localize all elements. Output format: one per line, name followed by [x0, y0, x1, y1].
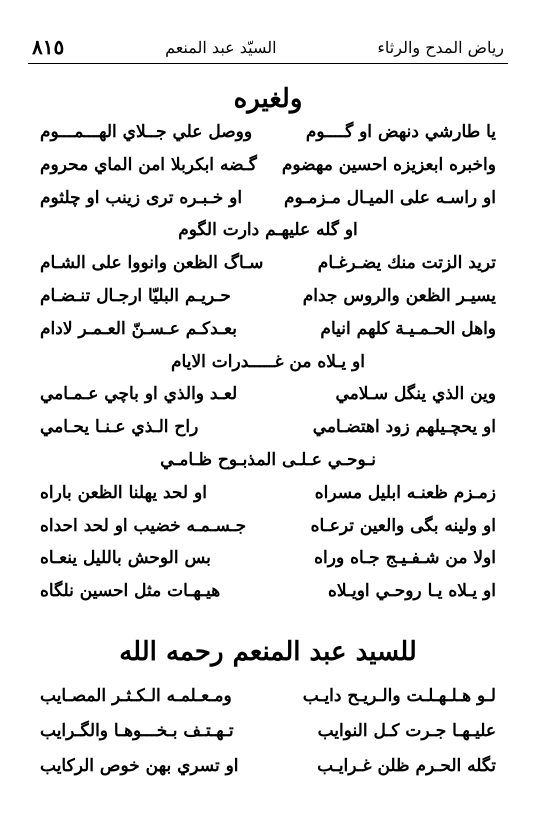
verse-line: [40, 713, 496, 749]
verse-right-hemistich: اولا من شـفـيـج جـاه وراه: [314, 548, 496, 569]
verse-right-hemistich: واخبره ابعزيزه احسين مهضوم: [281, 154, 496, 175]
verse-left-hemistich: تـهـتـف بـخـــوهـا والگـرايب: [40, 721, 234, 741]
verse-line-centered: [0, 344, 536, 380]
verse-left-hemistich: هيـهـات مثل احسين نلگاه: [40, 581, 221, 602]
verse-right-hemistich: او يحچـيلهم زود اهتضـامي: [312, 417, 496, 438]
verse-line-centered: [0, 212, 536, 248]
verse-left-hemistich: لعـد والذي او باچي عـمـامي: [40, 384, 238, 405]
verse-right-hemistich: لـو هـلـهـلـت والـريـح دايـب: [302, 686, 496, 706]
header-divider: [28, 63, 508, 64]
page-number: ٨١٥: [32, 35, 65, 59]
author-name: السيّد عبد المنعم: [165, 37, 277, 57]
verse-line: [40, 475, 496, 511]
verse-right-hemistich: وين الذي ينگل سـلامي: [335, 384, 496, 405]
verse-line: [40, 540, 496, 576]
verse-line: [40, 573, 496, 609]
verse-line: [40, 147, 496, 183]
verse-line: [40, 245, 496, 281]
verse-right-hemistich: او راسـه على الميـال مـزمـوم: [283, 187, 496, 208]
section-heading-2: للسيد عبد المنعم رحمه الله: [119, 637, 417, 667]
verse-right-hemistich: عليـهـا جـرت كـل النوايب: [317, 721, 496, 741]
verse-line: [40, 376, 496, 412]
verse-right-hemistich: تگله الحـرم ظلن غـرايـب: [317, 756, 496, 776]
verse-left-hemistich: ووصل علي جــلاي الهـــمـــوم: [40, 122, 253, 142]
verse-line: [40, 180, 496, 216]
verse-line: [40, 311, 496, 347]
verse-refrain: او گله عليهـم دارت الگوم: [178, 220, 358, 241]
page-header: [32, 32, 504, 62]
verse-right-hemistich: تريد الزتت منك يضـرغـام: [317, 253, 496, 274]
verse-line: [40, 678, 496, 714]
verse-line: [40, 409, 496, 445]
verse-left-hemistich: بعـدكـم عـسـنّ العـمـر لادام: [40, 318, 237, 339]
book-title: رياض المدح والرثاء: [377, 37, 504, 57]
verse-refrain: نـوحـي عـلـى المذبـوح ظـامـي: [160, 450, 376, 470]
verse-line: [40, 114, 496, 150]
verse-left-hemistich: او لحد يهلنا الظعن باراه: [40, 482, 207, 503]
verse-right-hemistich: واهل الحـمـيـة كلهم انيام: [320, 318, 496, 339]
verse-left-hemistich: سـاگ الظعن وانووا على الشـام: [40, 253, 264, 274]
verse-line: [40, 748, 496, 784]
section-heading-1: ولغيره: [233, 84, 303, 114]
verse-left-hemistich: حـريـم البليّا ارجـال تنـضـام: [40, 286, 231, 306]
verse-left-hemistich: او خـبـره ترى زينب او چلثوم: [40, 187, 243, 208]
verse-right-hemistich: يسيـر الظعن والروس جدام: [302, 286, 496, 306]
verse-line-centered: [0, 442, 536, 478]
verse-left-hemistich: او تسري بهن خوص الركايب: [40, 756, 239, 776]
verse-refrain: او يـلاه من غـــــدرات الايام: [171, 351, 365, 372]
verse-left-hemistich: جـسـمـه خضيب او لحد احداه: [40, 515, 247, 536]
verse-left-hemistich: راح الـذي عـنـا يحـامي: [40, 417, 199, 438]
verse-right-hemistich: او ولينه بگى والعين ترعـاه: [310, 515, 496, 536]
verse-right-hemistich: او يـلاه يـا روحـي اويـلاه: [327, 581, 496, 602]
verse-left-hemistich: گـضه ابكربلا امن الماي محروم: [40, 154, 257, 175]
verse-left-hemistich: ومـعـلمـه الـكـثـر المصـايب: [40, 686, 232, 706]
verse-left-hemistich: بس الوحش بالليل ينعـاه: [40, 548, 211, 569]
verse-right-hemistich: يا طارشي دنهض او گــــوم: [305, 122, 496, 142]
verse-right-hemistich: زمـزم ظعنـه ابليل مسراه: [314, 482, 496, 503]
verse-line: [40, 508, 496, 544]
verse-line: [40, 278, 496, 314]
